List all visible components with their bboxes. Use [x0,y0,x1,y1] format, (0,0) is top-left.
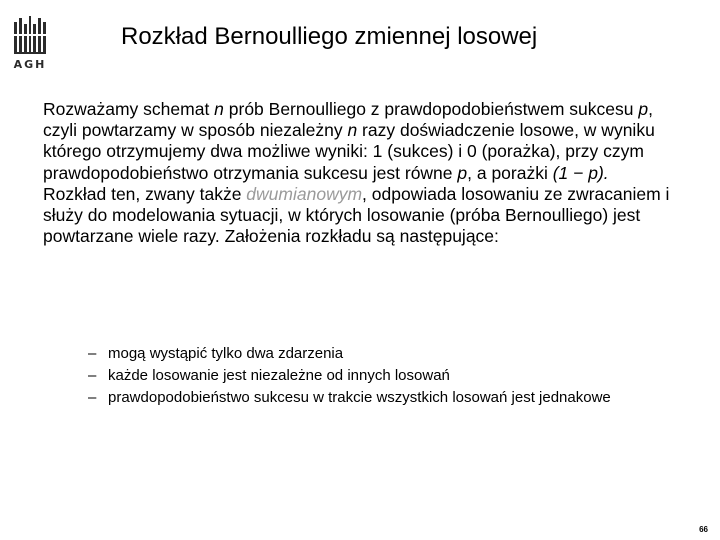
binomial-term: dwumianowym [246,183,363,204]
failure-probability-expression: (1 − p). [552,162,609,183]
var-p: p [638,99,649,119]
list-item [88,343,668,365]
list-item [88,365,668,387]
dash-bullet: – [88,389,97,406]
agh-logo-icon [10,14,50,56]
paragraph2-text-1: Rozkład ten, zwany także [43,183,247,204]
paragraph1-text-4: razy doświadczenie losowe, w wyniku którego otrzymujemy dwa możliwe wyniki: 1 (sukces) i 0 (porażka), przy czym prawdopodobieństwo otrzymania sukcesu jest równe [43,120,655,183]
paragraph1-text-1: Rozważamy schemat [43,99,215,119]
agh-logo [10,14,50,76]
paragraph1-text-3: , czyli powtarzamy w sposób niezależny [43,99,653,141]
paragraph1-text-5: , a porażki [467,162,553,183]
dash-bullet: – [88,367,97,384]
var-n: n [214,99,224,119]
dash-bullet: – [88,345,97,362]
paragraph1-text-2: prób Bernoulliego z prawdopodobieństwem sukcesu [223,99,639,119]
agh-logo-text: AGH [13,58,47,71]
list-item [88,387,668,409]
paragraph2-text-2: , odpowiada losowaniu ze zwracaniem i służy do modelowania sytuacji, w których losowanie (próba Bernoulliego) jest powtarzane wiele razy. Założenia rozkładu są następujące: [43,183,670,247]
slide-body [43,99,683,247]
assumptions-list [88,343,668,409]
var-p: p [457,162,468,183]
paragraph-binomial-description [43,184,683,248]
page-number: 66 [699,525,708,534]
var-n: n [347,120,358,141]
slide-title: Rozkład Bernoulliego zmiennej losowej [121,23,538,50]
list-item-text: prawdopodobieństwo sukcesu w trakcie wszystkich losowań jest jednakowe [108,389,611,406]
paragraph-bernoulli-scheme [43,99,683,184]
list-item-text: mogą wystąpić tylko dwa zdarzenia [108,345,344,362]
list-item-text: każde losowanie jest niezależne od innych losowań [108,367,450,384]
